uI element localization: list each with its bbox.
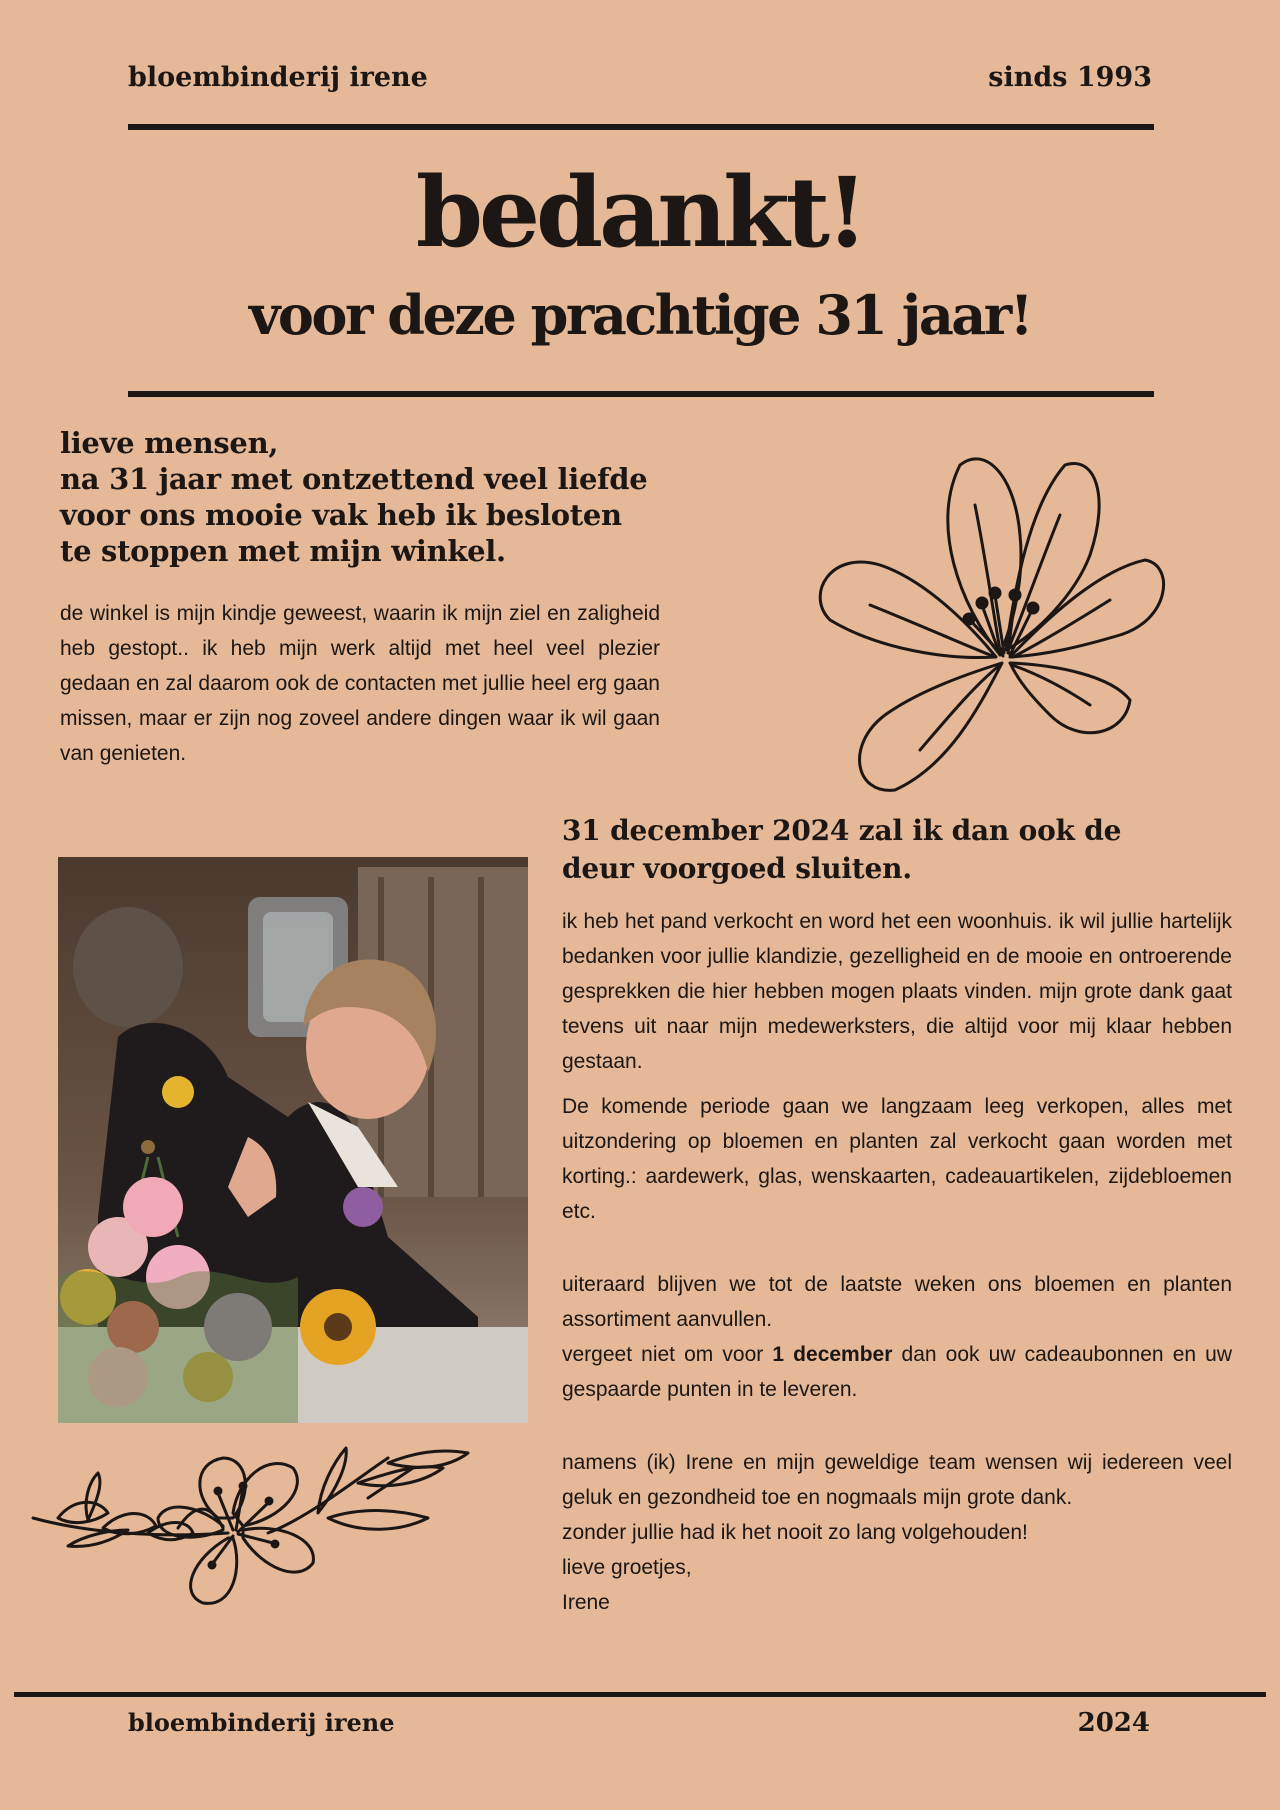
brand-name-header: bloembinderij irene [128, 62, 428, 93]
closing-date-heading [562, 812, 1202, 888]
brand-name-footer: bloembinderij irene [128, 1708, 395, 1737]
paragraph: De komende periode gaan we langzaam leeg verkopen, alles met uitzondering op bloemen en planten zal verkocht gaan worden met korting.: aardewerk, glas, wenskaarten, cadeauartikelen, zijdebloemen etc. [562, 1095, 1232, 1223]
since-year-header: sinds 1993 [988, 62, 1152, 93]
paragraph: zonder jullie had ik het nooit zo lang volgehouden! [562, 1521, 1028, 1544]
body-text-left: de winkel is mijn kindje geweest, waarin ik mijn ziel en zaligheid heb gestopt.. ik heb mijn werk altijd met heel veel plezier gedaan en zal daarom ook de contacten met jullie heel erg gaan missen, maar er zijn nog zoveel andere dingen waar ik wil gaan van genieten. [60, 602, 660, 765]
intro-line: lieve mensen, [60, 426, 279, 460]
lily-line-drawing-icon [810, 445, 1180, 800]
page-title: bedankt! [415, 156, 865, 269]
divider-bottom [14, 1692, 1266, 1697]
paragraph [562, 1337, 1232, 1407]
blossom-branch-line-drawing-icon [28, 1438, 538, 1618]
paragraph: uiteraard blijven we tot de laatste weken ons bloemen en planten assortiment aanvullen. [562, 1273, 1232, 1331]
closing-greeting: lieve groetjes, [562, 1556, 692, 1579]
paragraph: ik heb het pand verkocht en word het een woonhuis. ik wil jullie hartelijk bedanken voor jullie klandizie, gezelligheid en de mooie en ontroerende gesprekken die hier hebben mogen plaats vinden. mijn grote dank gaat tevens uit naar mijn medewerksters, die altijd voor mij klaar hebben gestaan. [562, 910, 1232, 1073]
signature: Irene [562, 1591, 610, 1614]
florist-photo [58, 857, 528, 1423]
intro-line: na 31 jaar met ontzettend veel liefde [60, 462, 648, 496]
divider-middle [128, 391, 1154, 397]
divider-top [128, 124, 1154, 130]
reminder-text: dan ook uw cadeaubonnen en uw gespaarde punten in te leveren. [562, 1343, 1233, 1401]
page-subtitle: voor deze prachtige 31 jaar! [249, 283, 1031, 347]
paragraph: namens (ik) Irene en mijn geweldige team wensen wij iedereen veel geluk en gezondheid toe en nogmaals mijn grote dank. [562, 1451, 1232, 1509]
date-heading-line: deur voorgoed sluiten. [562, 852, 912, 885]
intro-line: te stoppen met mijn winkel. [60, 534, 506, 568]
body-text-right [562, 904, 1232, 1620]
reminder-date: 1 december [772, 1343, 893, 1366]
intro-heading [60, 425, 680, 569]
date-heading-line: 31 december 2024 zal ik dan ook de [562, 814, 1122, 847]
footer-year: 2024 [1077, 1708, 1150, 1738]
intro-line: voor ons mooie vak heb ik besloten [60, 498, 622, 532]
reminder-text: vergeet niet om voor [562, 1343, 773, 1366]
